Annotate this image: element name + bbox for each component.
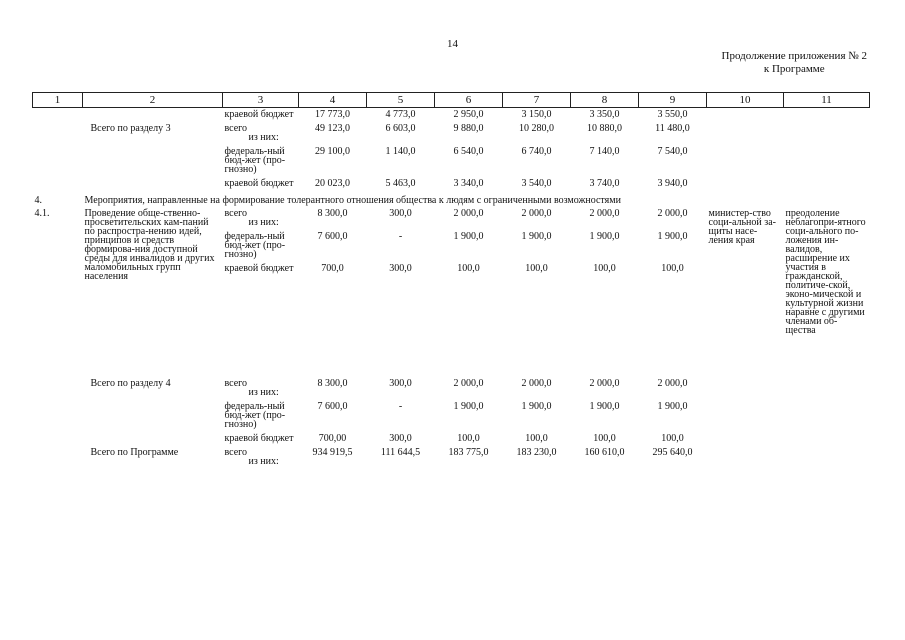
amount-total: 934 919,5 xyxy=(312,447,353,458)
amount-total: 7 600,0 xyxy=(317,401,348,412)
col-header-8: 8 xyxy=(571,93,639,108)
amount-year: 2 000,0 xyxy=(589,208,620,219)
funding-source-sub: из них: xyxy=(248,456,279,467)
amount-year: 100,0 xyxy=(593,263,616,274)
amount-year: 100,0 xyxy=(457,433,480,444)
measure-title: Проведение обще-ственно-просветительских кам-паний по распростра-нению идей, принципов и средств формирова-ния доступной среды для инвалидов и других маломобильных групп населения xyxy=(84,208,215,282)
amount-year: 7 540,0 xyxy=(657,146,688,157)
section-4-total-label: Всего по разделу 4 xyxy=(90,378,171,389)
amount-total: 49 123,0 xyxy=(315,123,350,134)
table-row xyxy=(33,108,870,123)
amount-year: 6 740,0 xyxy=(521,146,552,157)
table-row xyxy=(33,122,870,145)
funding-source: краевой бюджет xyxy=(224,433,294,444)
funding-source xyxy=(223,122,299,145)
amount-year: 3 540,0 xyxy=(521,178,552,189)
amount-year: 1 140,0 xyxy=(385,146,416,157)
funding-source xyxy=(223,446,299,469)
amount-year: 100,0 xyxy=(525,433,548,444)
amount-year: 160 610,0 xyxy=(584,447,625,458)
funding-source-label: всего xyxy=(224,447,248,458)
col-header-11: 11 xyxy=(784,93,870,108)
amount-year: 3 550,0 xyxy=(657,109,688,120)
amount-year: 9 880,0 xyxy=(453,123,484,134)
funding-source: федераль-ный бюд-жет (про-гнозно) xyxy=(224,231,286,260)
program-table-sheet xyxy=(32,92,869,469)
amount-year: 3 150,0 xyxy=(521,109,552,120)
amount-year: 2 000,0 xyxy=(453,208,484,219)
funding-source-sub: из них: xyxy=(248,387,279,398)
col-header-9: 9 xyxy=(639,93,707,108)
appendix-line-2: к Программе xyxy=(763,63,825,75)
amount-year: 300,0 xyxy=(389,263,412,274)
amount-total: 8 300,0 xyxy=(317,378,348,389)
amount-year: 300,0 xyxy=(389,208,412,219)
amount-year: 3 740,0 xyxy=(589,178,620,189)
amount-year: 4 773,0 xyxy=(385,109,416,120)
amount-year: 10 880,0 xyxy=(587,123,622,134)
amount-year: 10 280,0 xyxy=(519,123,554,134)
section-number: 4. xyxy=(34,195,42,206)
amount-year: 295 640,0 xyxy=(652,447,693,458)
section-3-total-label: Всего по разделу 3 xyxy=(90,123,171,134)
page-number: 14 xyxy=(447,38,458,50)
amount-year: 1 900,0 xyxy=(453,401,484,412)
column-number-header xyxy=(33,93,870,108)
amount-year: 5 463,0 xyxy=(385,178,416,189)
col-header-5: 5 xyxy=(367,93,435,108)
amount-year: 300,0 xyxy=(389,378,412,389)
amount-total: 7 600,0 xyxy=(317,231,348,242)
col-header-6: 6 xyxy=(435,93,503,108)
amount-year: 7 140,0 xyxy=(589,146,620,157)
funding-source: краевой бюджет xyxy=(224,178,294,189)
amount-year: 100,0 xyxy=(661,433,684,444)
amount-year: 6 540,0 xyxy=(453,146,484,157)
program-total-label: Всего по Программе xyxy=(90,447,179,458)
funding-source-label: всего xyxy=(224,378,248,389)
funding-source: краевой бюджет xyxy=(224,263,294,274)
amount-total: 8 300,0 xyxy=(317,208,348,219)
table-row xyxy=(33,207,870,230)
funding-source xyxy=(223,207,299,230)
amount-year: 11 480,0 xyxy=(655,123,690,134)
amount-year: 1 900,0 xyxy=(521,231,552,242)
amount-year: 3 340,0 xyxy=(453,178,484,189)
amount-year: 1 900,0 xyxy=(589,401,620,412)
program-table xyxy=(32,92,870,469)
amount-total: 700,0 xyxy=(321,263,344,274)
funding-source-label: всего xyxy=(224,208,248,219)
funding-source-label: всего xyxy=(224,123,248,134)
amount-year: 2 950,0 xyxy=(453,109,484,120)
table-row xyxy=(33,377,870,400)
amount-year: 1 900,0 xyxy=(521,401,552,412)
col-header-3: 3 xyxy=(223,93,299,108)
amount-year: 2 000,0 xyxy=(589,378,620,389)
amount-year: 100,0 xyxy=(661,263,684,274)
table-row xyxy=(33,145,870,177)
table-row xyxy=(33,446,870,469)
funding-source xyxy=(223,377,299,400)
funding-source: федераль-ный бюд-жет (про-гнозно) xyxy=(224,401,286,430)
amount-year: 2 000,0 xyxy=(521,378,552,389)
amount-year: 2 000,0 xyxy=(453,378,484,389)
section-4-title: Мероприятия, направленные на формирование толерантного отношения общества к людям с ограниченными возможностями xyxy=(84,195,621,206)
amount-year: 2 000,0 xyxy=(657,378,688,389)
table-row xyxy=(33,432,870,446)
amount-year: 183 775,0 xyxy=(448,447,489,458)
amount-year: - xyxy=(398,401,403,412)
amount-year: 2 000,0 xyxy=(521,208,552,219)
amount-year: - xyxy=(398,231,403,242)
amount-year: 100,0 xyxy=(457,263,480,274)
funding-source: федераль-ный бюд-жет (про-гнозно) xyxy=(224,146,286,175)
amount-total: 20 023,0 xyxy=(315,178,350,189)
appendix-line-1: Продолжение приложения № 2 xyxy=(721,50,867,62)
responsible-executor: министер-ство соци-альной за-щиты насе-ления края xyxy=(708,208,776,246)
col-header-7: 7 xyxy=(503,93,571,108)
col-header-4: 4 xyxy=(299,93,367,108)
amount-total: 29 100,0 xyxy=(315,146,350,157)
amount-year: 6 603,0 xyxy=(385,123,416,134)
table-row xyxy=(33,400,870,432)
amount-total: 700,00 xyxy=(318,433,347,444)
amount-year: 300,0 xyxy=(389,433,412,444)
amount-total: 17 773,0 xyxy=(315,109,350,120)
funding-source-sub: из них: xyxy=(248,217,279,228)
expected-result: преодоление неблагопри-ятного соци-ального по-ложения ин-валидов, расширение их участия в гражданской, политиче-ской, эконо-мической и культурной жизни наравне с другими членами об-щества xyxy=(785,208,866,336)
col-header-10: 10 xyxy=(707,93,784,108)
funding-source-sub: из них: xyxy=(248,132,279,143)
amount-year: 100,0 xyxy=(525,263,548,274)
col-header-1: 1 xyxy=(33,93,83,108)
amount-year: 183 230,0 xyxy=(516,447,557,458)
amount-year: 1 900,0 xyxy=(657,401,688,412)
amount-year: 3 940,0 xyxy=(657,178,688,189)
amount-year: 1 900,0 xyxy=(589,231,620,242)
amount-year: 3 350,0 xyxy=(589,109,620,120)
col-header-2: 2 xyxy=(83,93,223,108)
amount-year: 1 900,0 xyxy=(453,231,484,242)
amount-year: 1 900,0 xyxy=(657,231,688,242)
table-row xyxy=(33,177,870,191)
amount-year: 2 000,0 xyxy=(657,208,688,219)
amount-year: 100,0 xyxy=(593,433,616,444)
funding-source: краевой бюджет xyxy=(224,109,294,120)
appendix-caption xyxy=(722,50,867,76)
amount-year: 111 644,5 xyxy=(380,447,421,458)
section-4-heading-row xyxy=(33,191,870,207)
measure-number: 4.1. xyxy=(34,208,50,219)
